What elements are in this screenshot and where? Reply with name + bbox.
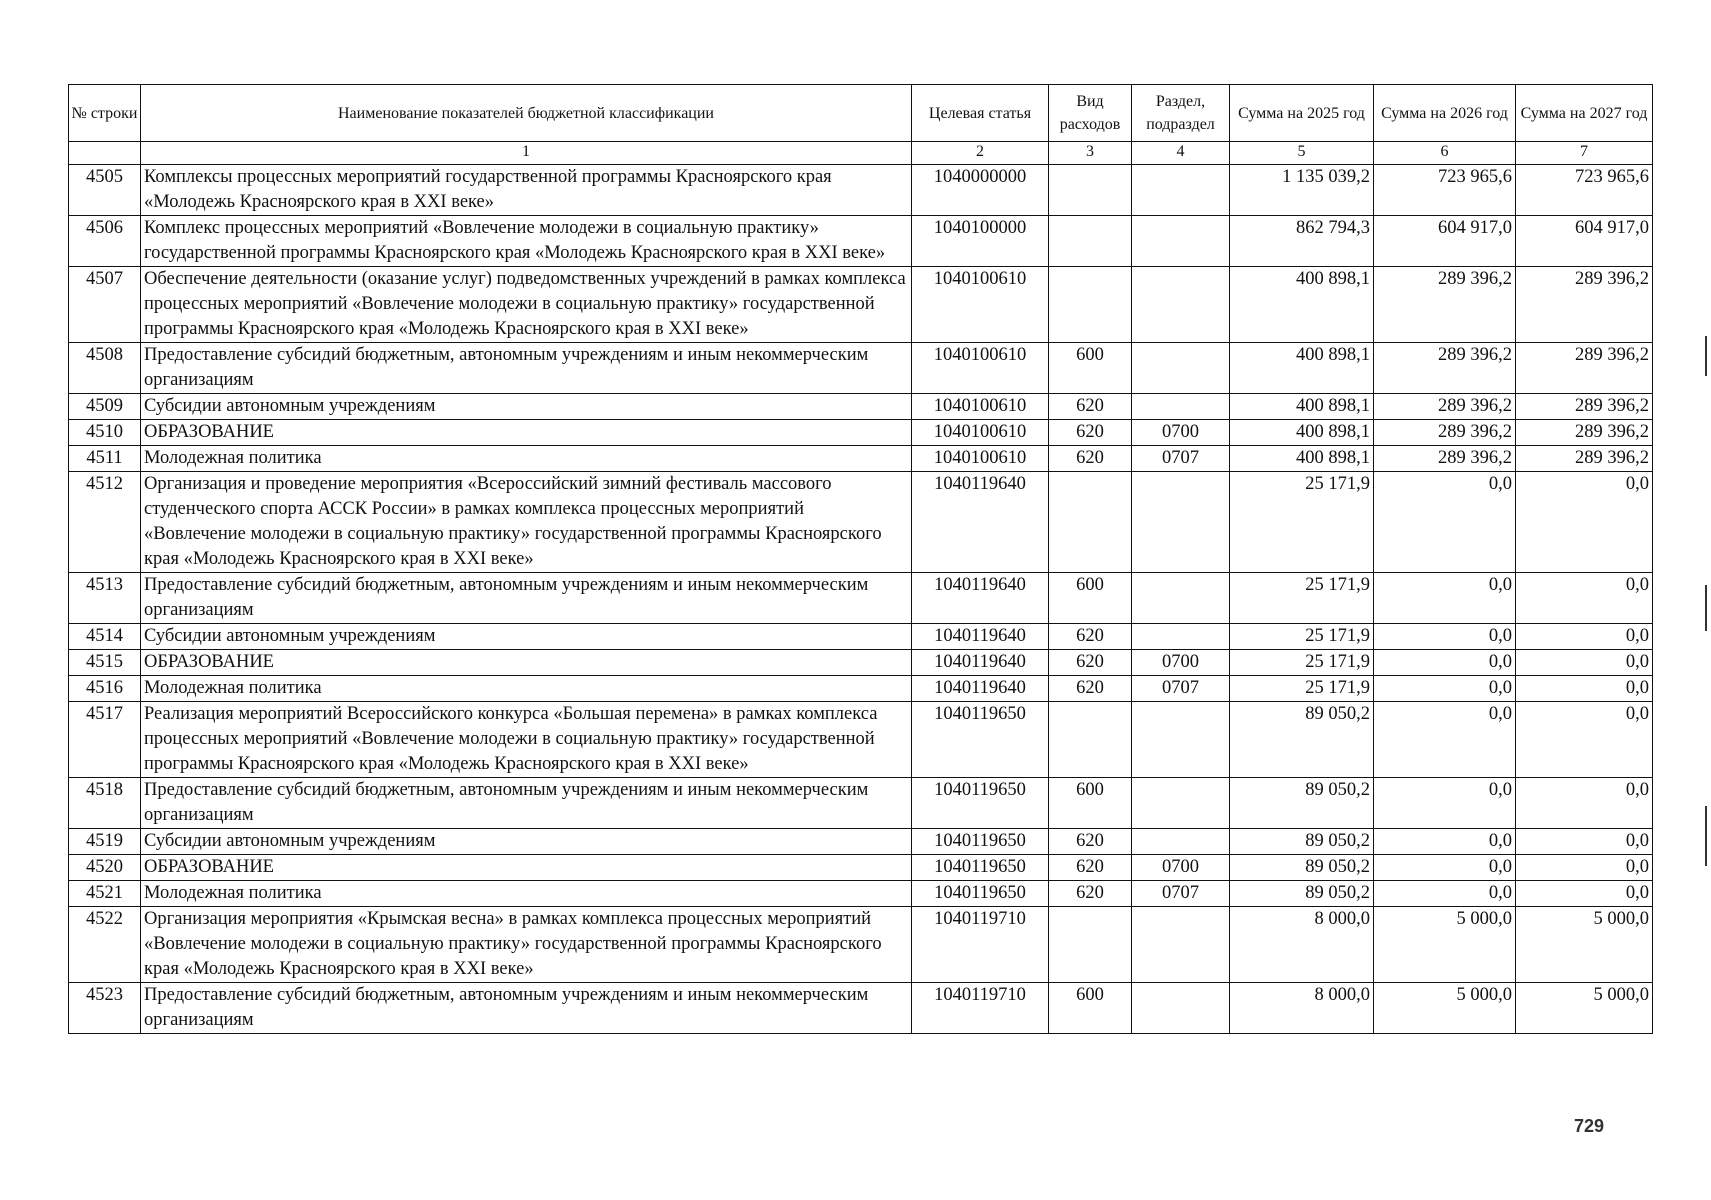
expense-type: 620: [1049, 676, 1132, 702]
header-row: [69, 85, 1653, 142]
column-number: 5: [1230, 142, 1374, 165]
sum-2026: 289 396,2: [1374, 446, 1516, 472]
header-target-article: Целевая статья: [912, 85, 1049, 142]
sum-2025: 400 898,1: [1230, 343, 1374, 394]
expense-type: 600: [1049, 983, 1132, 1034]
sum-2027: 0,0: [1516, 778, 1653, 829]
sum-2026: 0,0: [1374, 676, 1516, 702]
row-name: ОБРАЗОВАНИЕ: [141, 650, 912, 676]
table-row: [69, 420, 1653, 446]
expense-type: 600: [1049, 573, 1132, 624]
header-sum-2027: Сумма на 2027 год: [1516, 85, 1653, 142]
section-code: [1132, 829, 1230, 855]
sum-2026: 0,0: [1374, 702, 1516, 778]
target-article: 1040100610: [912, 420, 1049, 446]
sum-2025: 400 898,1: [1230, 267, 1374, 343]
expense-type: 600: [1049, 778, 1132, 829]
sum-2026: 0,0: [1374, 881, 1516, 907]
row-name: Субсидии автономным учреждениям: [141, 394, 912, 420]
sum-2025: 89 050,2: [1230, 855, 1374, 881]
target-article: 1040119650: [912, 881, 1049, 907]
target-article: 1040119710: [912, 983, 1049, 1034]
column-number: 1: [141, 142, 912, 165]
sum-2026: 604 917,0: [1374, 216, 1516, 267]
table-row: [69, 650, 1653, 676]
section-code: 0707: [1132, 881, 1230, 907]
column-number: 4: [1132, 142, 1230, 165]
target-article: 1040100610: [912, 343, 1049, 394]
row-number: 4510: [69, 420, 141, 446]
sum-2027: 0,0: [1516, 855, 1653, 881]
sum-2025: 25 171,9: [1230, 573, 1374, 624]
row-name: ОБРАЗОВАНИЕ: [141, 420, 912, 446]
sum-2027: 289 396,2: [1516, 343, 1653, 394]
row-number: 4514: [69, 624, 141, 650]
target-article: 1040119710: [912, 907, 1049, 983]
section-code: [1132, 343, 1230, 394]
row-number: 4517: [69, 702, 141, 778]
target-article: 1040119650: [912, 778, 1049, 829]
sum-2027: 0,0: [1516, 624, 1653, 650]
column-number: [69, 142, 141, 165]
sum-2026: 5 000,0: [1374, 907, 1516, 983]
header-name: Наименование показателей бюджетной классификации: [141, 85, 912, 142]
sum-2026: 0,0: [1374, 472, 1516, 573]
sum-2027: 604 917,0: [1516, 216, 1653, 267]
row-number: 4523: [69, 983, 141, 1034]
target-article: 1040100610: [912, 446, 1049, 472]
expense-type: 620: [1049, 394, 1132, 420]
row-name: Молодежная политика: [141, 676, 912, 702]
sum-2026: 289 396,2: [1374, 267, 1516, 343]
expense-type: 620: [1049, 650, 1132, 676]
row-name: Комплекс процессных мероприятий «Вовлечение молодежи в социальную практику» государственной программы Красноярского края «Молодежь Красноярского края в XXI веке»: [141, 216, 912, 267]
target-article: 1040119640: [912, 650, 1049, 676]
sum-2026: 0,0: [1374, 855, 1516, 881]
row-number: 4516: [69, 676, 141, 702]
section-code: 0700: [1132, 650, 1230, 676]
expense-type: 620: [1049, 446, 1132, 472]
sum-2027: 289 396,2: [1516, 267, 1653, 343]
row-name: Предоставление субсидий бюджетным, автономным учреждениям и иным некоммерческим организациям: [141, 343, 912, 394]
section-code: 0707: [1132, 446, 1230, 472]
section-code: [1132, 778, 1230, 829]
target-article: 1040119650: [912, 829, 1049, 855]
sum-2027: 0,0: [1516, 829, 1653, 855]
target-article: 1040119640: [912, 573, 1049, 624]
target-article: 1040100610: [912, 394, 1049, 420]
sum-2025: 25 171,9: [1230, 650, 1374, 676]
expense-type: [1049, 472, 1132, 573]
sum-2027: 289 396,2: [1516, 394, 1653, 420]
section-code: [1132, 702, 1230, 778]
sum-2026: 289 396,2: [1374, 394, 1516, 420]
section-code: 0700: [1132, 855, 1230, 881]
row-name: Субсидии автономным учреждениям: [141, 624, 912, 650]
section-code: [1132, 165, 1230, 216]
sum-2025: 400 898,1: [1230, 394, 1374, 420]
row-name: ОБРАЗОВАНИЕ: [141, 855, 912, 881]
sum-2025: 1 135 039,2: [1230, 165, 1374, 216]
sum-2027: 0,0: [1516, 881, 1653, 907]
row-name: Организация и проведение мероприятия «Всероссийский зимний фестиваль массового студенческого спорта АССК России» в рамках комплекса процессных мероприятий «Вовлечение молодежи в социальную практику» государственной программы Красноярского края «Молодежь Красноярского края в XXI веке»: [141, 472, 912, 573]
column-number: 3: [1049, 142, 1132, 165]
table-row: [69, 394, 1653, 420]
sum-2026: 289 396,2: [1374, 343, 1516, 394]
sum-2026: 289 396,2: [1374, 420, 1516, 446]
sum-2025: 25 171,9: [1230, 472, 1374, 573]
section-code: 0700: [1132, 420, 1230, 446]
sum-2027: 0,0: [1516, 472, 1653, 573]
row-name: Организация мероприятия «Крымская весна» в рамках комплекса процессных мероприятий «Вовлечение молодежи в социальную практику» государственной программы Красноярского края «Молодежь Красноярского края в XXI веке»: [141, 907, 912, 983]
sum-2027: 0,0: [1516, 650, 1653, 676]
table-row: [69, 343, 1653, 394]
row-number: 4506: [69, 216, 141, 267]
section-code: [1132, 624, 1230, 650]
sum-2026: 0,0: [1374, 624, 1516, 650]
sum-2025: 89 050,2: [1230, 702, 1374, 778]
sum-2027: 723 965,6: [1516, 165, 1653, 216]
expense-type: 620: [1049, 624, 1132, 650]
expense-type: [1049, 267, 1132, 343]
sum-2027: 5 000,0: [1516, 907, 1653, 983]
column-number: 6: [1374, 142, 1516, 165]
table-row: [69, 983, 1653, 1034]
section-code: [1132, 983, 1230, 1034]
header-sum-2025: Сумма на 2025 год: [1230, 85, 1374, 142]
row-name: Комплексы процессных мероприятий государственной программы Красноярского края «Молодежь Красноярского края в XXI веке»: [141, 165, 912, 216]
row-name: Субсидии автономным учреждениям: [141, 829, 912, 855]
row-name: Предоставление субсидий бюджетным, автономным учреждениям и иным некоммерческим организациям: [141, 778, 912, 829]
row-number: 4521: [69, 881, 141, 907]
sum-2025: 89 050,2: [1230, 881, 1374, 907]
table-row: [69, 267, 1653, 343]
scan-edge-mark: [1705, 336, 1707, 376]
table-row: [69, 165, 1653, 216]
row-name: Реализация мероприятий Всероссийского конкурса «Большая перемена» в рамках комплекса процессных мероприятий «Вовлечение молодежи в социальную практику» государственной программы Красноярского края «Молодежь Красноярского края в XXI веке»: [141, 702, 912, 778]
sum-2025: 89 050,2: [1230, 829, 1374, 855]
column-numbers-row: [69, 142, 1653, 165]
expense-type: 620: [1049, 881, 1132, 907]
sum-2026: 0,0: [1374, 829, 1516, 855]
sum-2026: 723 965,6: [1374, 165, 1516, 216]
sum-2027: 0,0: [1516, 676, 1653, 702]
row-name: Молодежная политика: [141, 446, 912, 472]
page-number: 729: [1574, 1116, 1605, 1136]
row-number: 4512: [69, 472, 141, 573]
table-body: [69, 165, 1653, 1034]
table-row: [69, 881, 1653, 907]
expense-type: [1049, 216, 1132, 267]
sum-2026: 0,0: [1374, 573, 1516, 624]
expense-type: 600: [1049, 343, 1132, 394]
sum-2025: 25 171,9: [1230, 676, 1374, 702]
section-code: [1132, 394, 1230, 420]
target-article: 1040119640: [912, 472, 1049, 573]
table-row: [69, 573, 1653, 624]
sum-2026: 0,0: [1374, 778, 1516, 829]
table-row: [69, 702, 1653, 778]
scan-edge-mark: [1705, 585, 1707, 631]
target-article: 1040119640: [912, 676, 1049, 702]
table-row: [69, 446, 1653, 472]
table-row: [69, 778, 1653, 829]
target-article: 1040119650: [912, 702, 1049, 778]
expense-type: [1049, 165, 1132, 216]
sum-2025: 89 050,2: [1230, 778, 1374, 829]
row-number: 4520: [69, 855, 141, 881]
target-article: 1040100000: [912, 216, 1049, 267]
row-name: Предоставление субсидий бюджетным, автономным учреждениям и иным некоммерческим организациям: [141, 983, 912, 1034]
target-article: 1040119640: [912, 624, 1049, 650]
header-row-number: № строки: [69, 85, 141, 142]
row-name: Обеспечение деятельности (оказание услуг) подведомственных учреждений в рамках комплекса процессных мероприятий «Вовлечение молодежи в социальную практику» государственной программы Красноярского края «Молодежь Красноярского края в XXI веке»: [141, 267, 912, 343]
sum-2025: 862 794,3: [1230, 216, 1374, 267]
table-row: [69, 676, 1653, 702]
row-name: Молодежная политика: [141, 881, 912, 907]
expense-type: 620: [1049, 420, 1132, 446]
sum-2027: 0,0: [1516, 573, 1653, 624]
sum-2027: 5 000,0: [1516, 983, 1653, 1034]
table-row: [69, 829, 1653, 855]
row-name: Предоставление субсидий бюджетным, автономным учреждениям и иным некоммерческим организациям: [141, 573, 912, 624]
target-article: 1040000000: [912, 165, 1049, 216]
header-section: Раздел, подраздел: [1132, 85, 1230, 142]
section-code: 0707: [1132, 676, 1230, 702]
row-number: 4507: [69, 267, 141, 343]
section-code: [1132, 267, 1230, 343]
expense-type: [1049, 702, 1132, 778]
row-number: 4518: [69, 778, 141, 829]
sum-2026: 0,0: [1374, 650, 1516, 676]
sum-2027: 289 396,2: [1516, 446, 1653, 472]
sum-2025: 400 898,1: [1230, 420, 1374, 446]
table-row: [69, 855, 1653, 881]
section-code: [1132, 573, 1230, 624]
row-number: 4505: [69, 165, 141, 216]
section-code: [1132, 907, 1230, 983]
row-number: 4511: [69, 446, 141, 472]
expense-type: [1049, 907, 1132, 983]
sum-2025: 8 000,0: [1230, 907, 1374, 983]
expense-type: 620: [1049, 829, 1132, 855]
section-code: [1132, 472, 1230, 573]
sum-2026: 5 000,0: [1374, 983, 1516, 1034]
target-article: 1040119650: [912, 855, 1049, 881]
column-number: 7: [1516, 142, 1653, 165]
row-number: 4513: [69, 573, 141, 624]
table-row: [69, 472, 1653, 573]
header-expense-type: Вид расходов: [1049, 85, 1132, 142]
budget-table: [68, 84, 1653, 1034]
table-row: [69, 624, 1653, 650]
section-code: [1132, 216, 1230, 267]
column-number: 2: [912, 142, 1049, 165]
header-sum-2026: Сумма на 2026 год: [1374, 85, 1516, 142]
sum-2025: 8 000,0: [1230, 983, 1374, 1034]
table-row: [69, 216, 1653, 267]
row-number: 4509: [69, 394, 141, 420]
row-number: 4519: [69, 829, 141, 855]
sum-2027: 0,0: [1516, 702, 1653, 778]
sum-2025: 400 898,1: [1230, 446, 1374, 472]
expense-type: 620: [1049, 855, 1132, 881]
row-number: 4522: [69, 907, 141, 983]
scan-edge-mark: [1705, 806, 1707, 866]
row-number: 4508: [69, 343, 141, 394]
sum-2025: 25 171,9: [1230, 624, 1374, 650]
target-article: 1040100610: [912, 267, 1049, 343]
row-number: 4515: [69, 650, 141, 676]
sum-2027: 289 396,2: [1516, 420, 1653, 446]
table-row: [69, 907, 1653, 983]
